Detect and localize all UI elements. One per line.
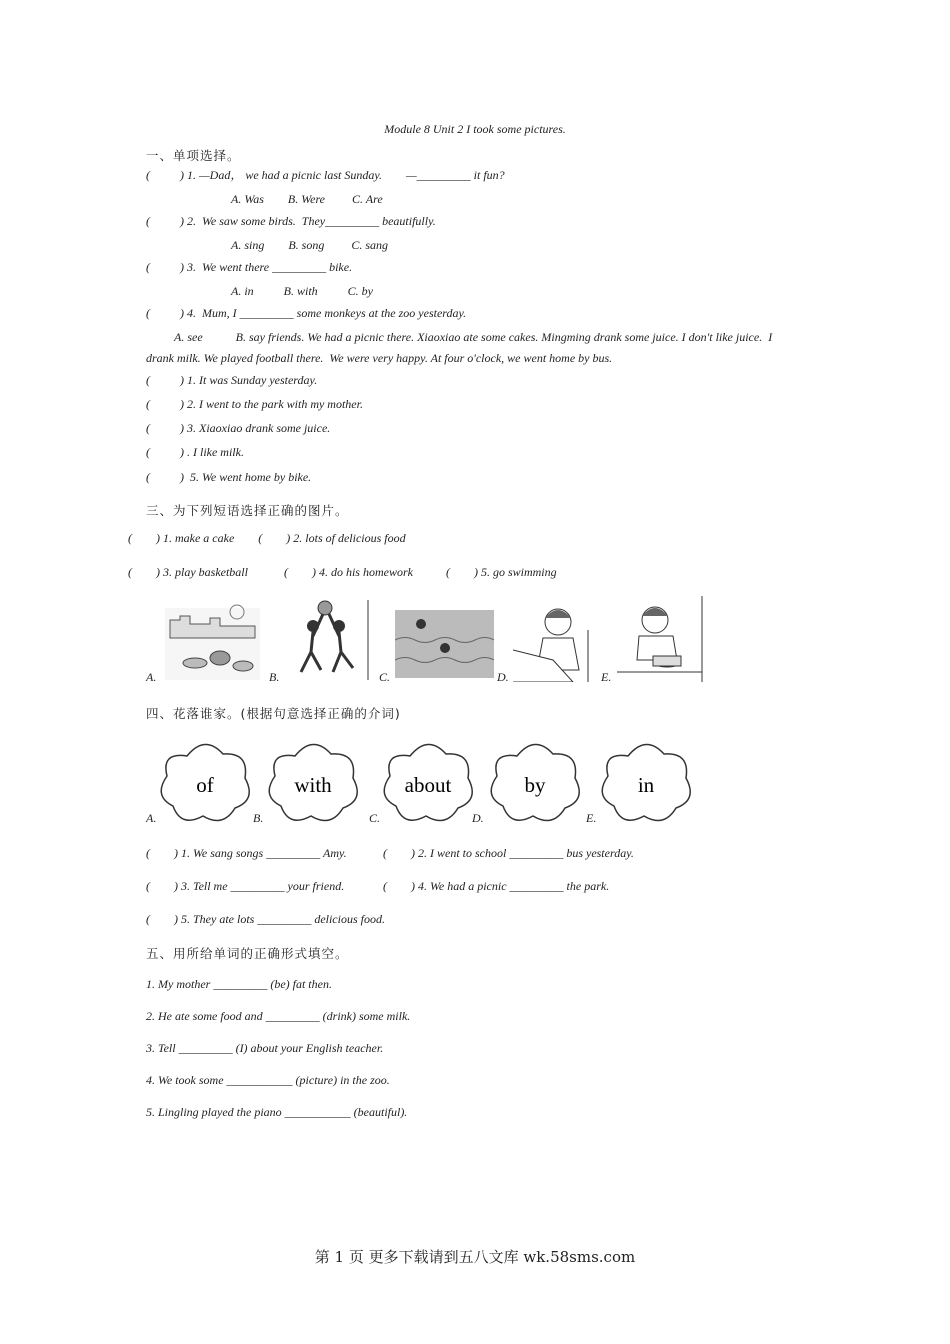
passage-line: A. see B. say friends. We had a picnic there. Xiaoxiao ate some cakes. Mingming drank some juice. I don't like juice. I xyxy=(174,330,773,344)
phrase-row: ( ) 3. play basketball ( ) 4. do his homework ( ) 5. go swimming xyxy=(128,565,557,579)
section-3-heading: 三、为下列短语选择正确的图片。 xyxy=(146,503,349,518)
flower-label: D. xyxy=(472,811,484,825)
question: 3. Tell _________ (I) about your English teacher. xyxy=(146,1041,384,1055)
question: ( ) 3. Tell me _________ your friend. xyxy=(146,879,345,893)
question: ( ) 4. We had a picnic _________ the park. xyxy=(383,879,610,893)
question: ( ) 1. —Dad， we had a picnic last Sunday. —_________ it fun? xyxy=(146,168,505,182)
swimming-picture xyxy=(395,610,494,678)
flower-word: of xyxy=(196,773,214,797)
question: ( ) 5. They ate lots _________ delicious food. xyxy=(146,912,385,926)
flower-label: B. xyxy=(253,811,264,825)
flower-word-card xyxy=(157,738,253,828)
tf-question: ( ) 5. We went home by bike. xyxy=(146,470,312,484)
flower-word-card xyxy=(380,738,476,828)
question: 5. Lingling played the piano ___________ (beautiful). xyxy=(146,1105,408,1119)
make-cake-picture xyxy=(617,596,703,682)
options: A. sing B. song C. sang xyxy=(231,238,389,252)
picture-label: C. xyxy=(379,670,391,684)
question: ( ) 1. We sang songs _________ Amy. xyxy=(146,846,347,860)
flower-label: C. xyxy=(369,811,381,825)
question: ( ) 3. We went there _________ bike. xyxy=(146,260,353,274)
question: 1. My mother _________ (be) fat then. xyxy=(146,977,332,991)
picture-label: D. xyxy=(497,670,509,684)
phrase-row: ( ) 1. make a cake ( ) 2. lots of delicious food xyxy=(128,531,406,545)
flower-label: A. xyxy=(146,811,157,825)
tf-question: ( ) 3. Xiaoxiao drank some juice. xyxy=(146,421,331,435)
picture-label: A. xyxy=(146,670,157,684)
picture-label: E. xyxy=(601,670,612,684)
question: ( ) 4. Mum, I _________ some monkeys at the zoo yesterday. xyxy=(146,306,467,320)
question: 4. We took some ___________ (picture) in the zoo. xyxy=(146,1073,390,1087)
flower-word-card xyxy=(598,738,694,828)
section-4-heading: 四、花落谁家。(根据句意选择正确的介词) xyxy=(146,706,401,721)
flower-label: E. xyxy=(586,811,597,825)
question: ( ) 2. We saw some birds. They_________ beautifully. xyxy=(146,214,436,228)
passage-line: drank milk. We played football there. We were very happy. At four o'clock, we went home by bus. xyxy=(146,351,613,365)
flower-word-card xyxy=(487,738,583,828)
options: A. Was B. Were C. Are xyxy=(231,192,383,206)
flower-word: about xyxy=(404,773,452,797)
basketball-picture xyxy=(283,600,370,680)
tf-question: ( ) 2. I went to the park with my mother. xyxy=(146,397,363,411)
homework-picture xyxy=(513,600,593,682)
flower-word: with xyxy=(294,773,332,797)
section-5-heading: 五、用所给单词的正确形式填空。 xyxy=(146,946,349,961)
options: A. in B. with C. by xyxy=(231,284,373,298)
tf-question: ( ) . I like milk. xyxy=(146,445,244,459)
tf-question: ( ) 1. It was Sunday yesterday. xyxy=(146,373,318,387)
picture-label: B. xyxy=(269,670,280,684)
question: 2. He ate some food and _________ (drink) some milk. xyxy=(146,1009,411,1023)
flower-word: by xyxy=(524,773,546,797)
page-footer: 第 1 页 更多下载请到五八文库 wk.58sms.com xyxy=(314,1248,636,1266)
section-1-heading: 一、单项选择。 xyxy=(146,148,241,163)
page-title: Module 8 Unit 2 I took some pictures. xyxy=(384,122,566,136)
flower-word: in xyxy=(637,773,655,797)
picnic-food-picture xyxy=(165,598,260,680)
question: ( ) 2. I went to school _________ bus yesterday. xyxy=(383,846,634,860)
flower-word-card xyxy=(265,738,361,828)
